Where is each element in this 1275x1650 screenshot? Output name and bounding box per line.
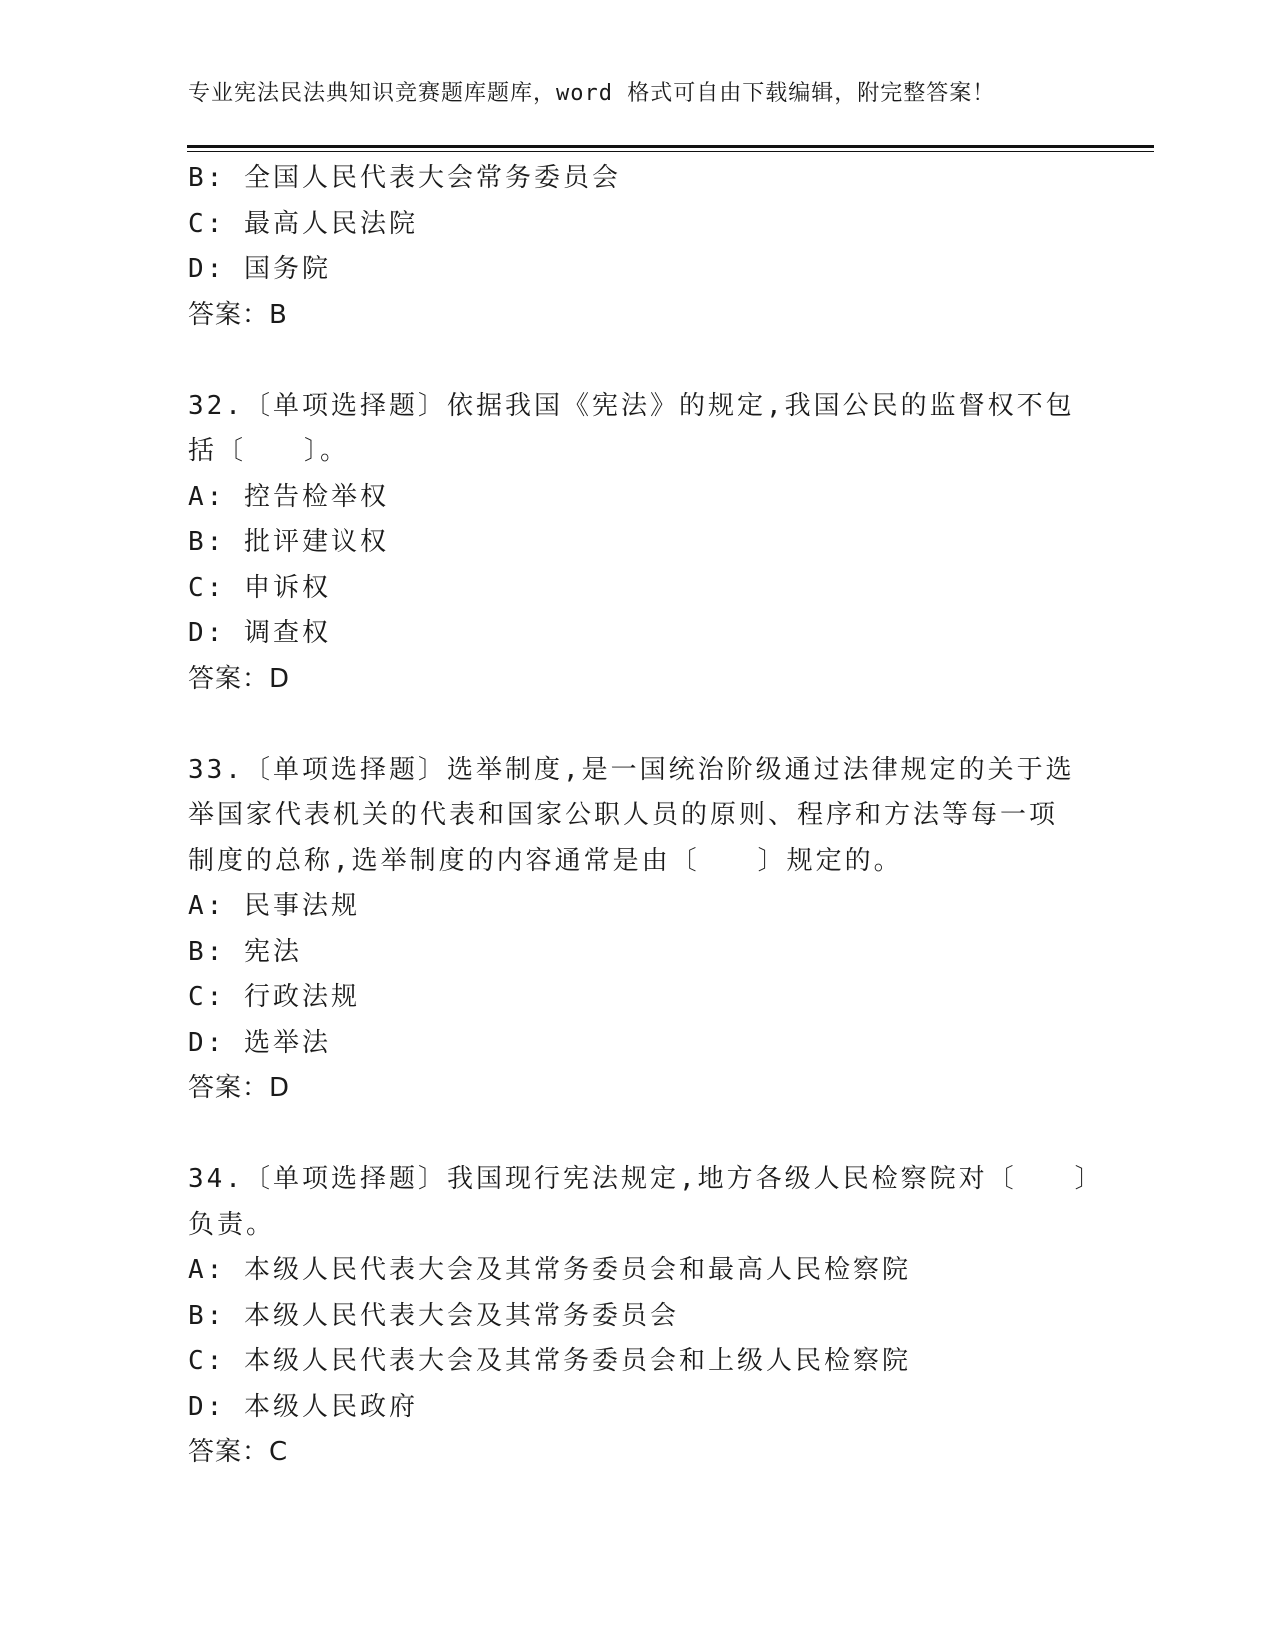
question-stem-line: 33.〔单项选择题〕选举制度,是一国统治阶级通过法律规定的关于选 xyxy=(188,754,1075,785)
question-stem-line: 负责。 xyxy=(188,1209,276,1240)
question-block xyxy=(188,1157,1104,1476)
spacer xyxy=(188,338,1088,384)
option-a: A: 民事法规 xyxy=(188,891,360,921)
spacer xyxy=(188,702,1088,748)
option-b: B: 宪法 xyxy=(188,936,302,967)
question-stem-line: 制度的总称,选举制度的内容通常是由〔 〕规定的。 xyxy=(188,845,903,876)
answer-line: 答案：D xyxy=(188,1073,291,1103)
option-c: C: 本级人民代表大会及其常务委员会和上级人民检察院 xyxy=(188,1346,911,1376)
option-d: D: 调查权 xyxy=(188,618,331,648)
answer-line: 答案：C xyxy=(188,1437,289,1467)
spacer xyxy=(188,1112,1088,1158)
answer-line: 答案：D xyxy=(188,663,291,694)
option-b: B: 批评建议权 xyxy=(188,527,389,557)
option-c: C: 行政法规 xyxy=(188,982,360,1012)
option-d: D: 选举法 xyxy=(188,1027,331,1058)
question-stem-line: 32.〔单项选择题〕依据我国《宪法》的规定,我国公民的监督权不包 xyxy=(188,390,1075,421)
question-stem-line: 举国家代表机关的代表和国家公职人员的原则、程序和方法等每一项 xyxy=(188,800,1059,830)
answer-line: 答案：B xyxy=(188,299,288,330)
question-block xyxy=(188,748,1088,1112)
option-b: B: 本级人民代表大会及其常务委员会 xyxy=(188,1300,679,1331)
option-c: C: 申诉权 xyxy=(188,572,331,603)
question-stem-line: 34.〔单项选择题〕我国现行宪法规定,地方各级人民检察院对〔 〕 xyxy=(188,1164,1104,1194)
document-body xyxy=(188,156,1104,1476)
option-c: C: 最高人民法院 xyxy=(188,208,418,239)
header-divider-thick xyxy=(187,145,1154,148)
page-header-title: 专业宪法民法典知识竞赛题库题库，word 格式可自由下载编辑，附完整答案！ xyxy=(188,81,996,106)
option-d: D: 本级人民政府 xyxy=(188,1391,418,1422)
option-d: D: 国务院 xyxy=(188,254,331,284)
option-a: A: 控告检举权 xyxy=(188,481,389,512)
header-divider-thin xyxy=(187,151,1154,152)
question-stem-line: 括〔 〕。 xyxy=(188,436,350,466)
previous-question-tail xyxy=(188,156,1088,338)
option-b: B: 全国人民代表大会常务委员会 xyxy=(188,163,621,193)
option-a: A: 本级人民代表大会及其常务委员会和最高人民检察院 xyxy=(188,1255,911,1285)
question-block xyxy=(188,384,1088,703)
